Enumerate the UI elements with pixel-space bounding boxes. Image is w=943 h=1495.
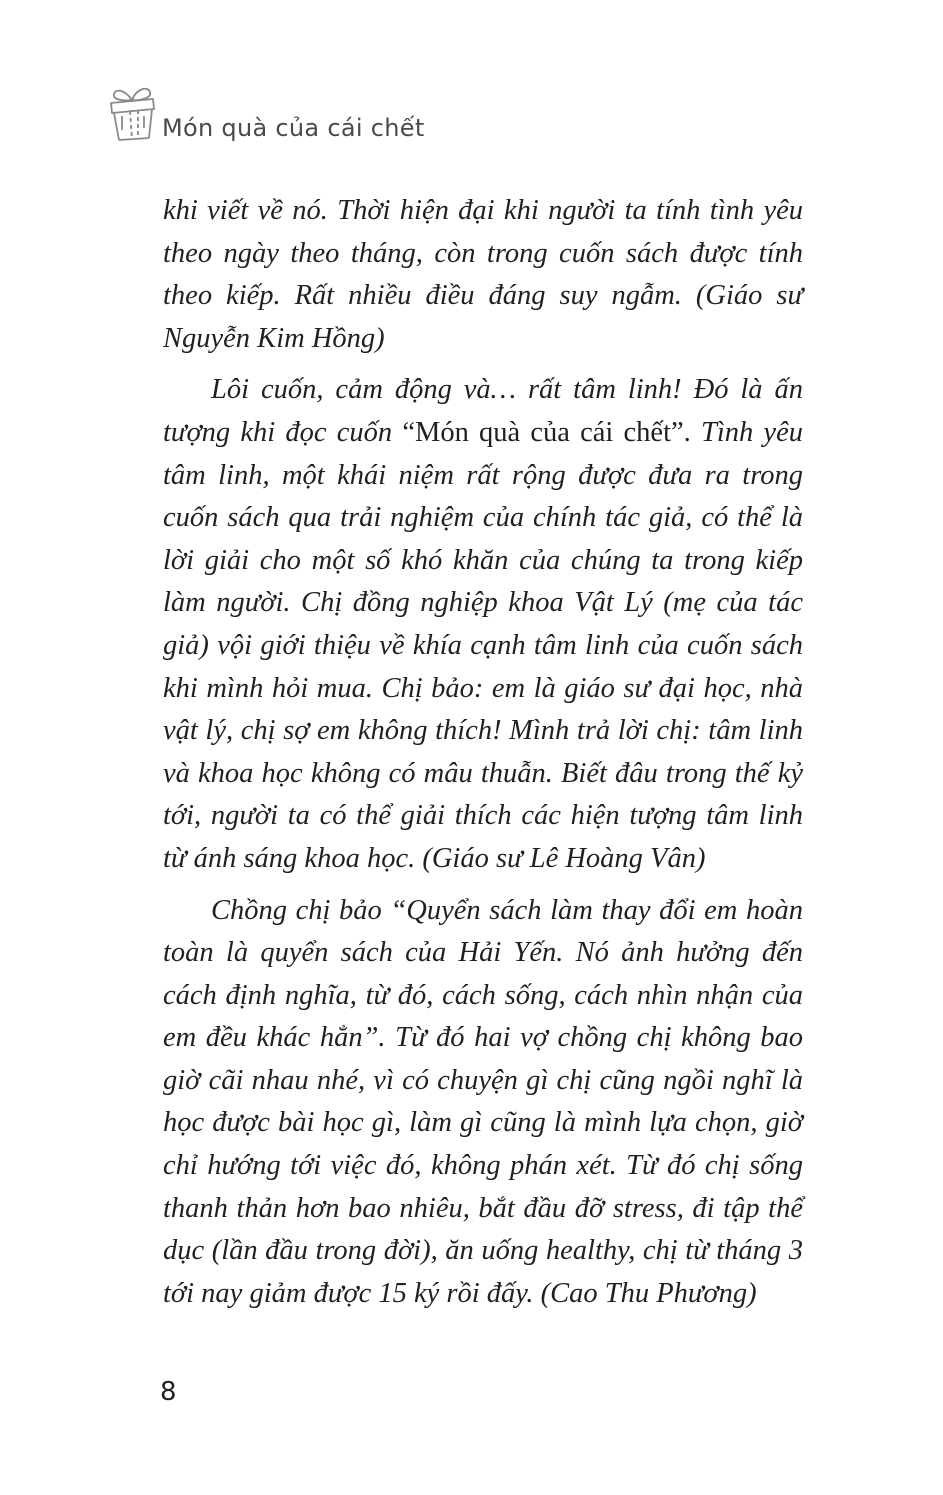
gift-box-icon [108,78,158,144]
paragraph-1-text: khi viết về nó. Thời hiện đại khi người ta tính tình yêu theo ngày theo tháng, còn trong cuốn sách được tính theo kiếp. Rất nhiều điều đáng suy ngẫm. (Giáo sư Nguyễn Kim Hồng) [163,195,803,354]
paragraph-3 [163,890,803,1316]
page-number: 8 [160,1377,177,1407]
paragraph-2-text-a: Lôi cuốn, cảm động và… rất tâm linh! Đó là ấn tượng khi đọc cuốn [163,374,803,448]
paragraph-3-text: Chồng chị bảo “Quyển sách làm thay đổi em hoàn toàn là quyển sách của Hải Yến. Nó ảnh hưởng đến cách định nghĩa, từ đó, cách sống, cách nhìn nhận của em đều khác hẳn”. Từ đó hai vợ chồng chị không bao giờ cãi nhau nhé, vì có chuyện gì chị cũng ngồi nghĩ là học được bài học gì, làm gì cũng là mình lựa chọn, giờ chỉ hướng tới việc đó, không phán xét. Từ đó chị sống thanh thản hơn bao nhiêu, bắt đầu đỡ stress, đi tập thể dục (lần đầu trong đời), ăn uống healthy, chị từ tháng 3 tới nay giảm được 15 ký rồi đấy. (Cao Thu Phương) [163,894,803,1309]
paragraph-2-text-b: Tình yêu tâm linh, một khái niệm rất rộng được đưa ra trong cuốn sách qua trải nghiệm của chính tác giả, có thể là lời giải cho một số khó khăn của chúng ta trong kiếp làm người. Chị đồng nghiệp khoa Vật Lý (mẹ của tác giả) vội giới thiệu về khía cạnh tâm linh của cuốn sách khi mình hỏi mua. Chị bảo: em là giáo sư đại học, nhà vật lý, chị sợ em không thích! Mình trả lời chị: tâm linh và khoa học không có mâu thuẫn. Biết đâu trong thế kỷ tới, người ta có thể giải thích các hiện tượng tâm linh từ ánh sáng khoa học. (Giáo sư Lê Hoàng Vân) [163,416,803,874]
paragraph-1 [163,190,803,360]
book-title-quote: “Món quà của cái chết”. [402,416,691,448]
paragraph-2 [163,369,803,880]
body-text [163,190,803,1324]
running-header-title: Món quà của cái chết [162,114,425,142]
